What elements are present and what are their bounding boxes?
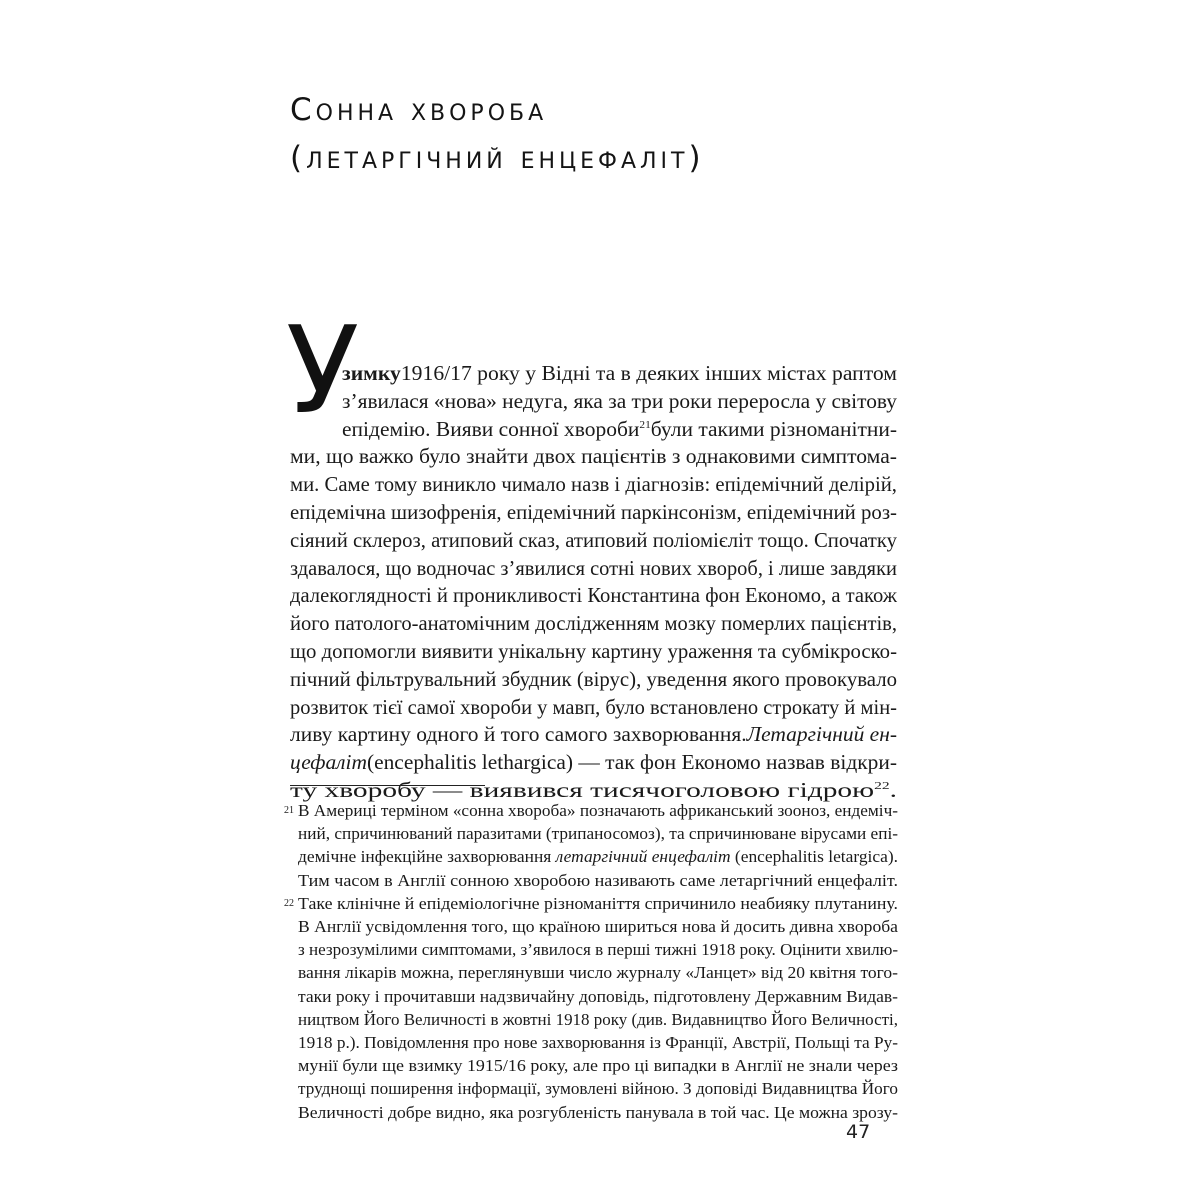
- body-text: ливу картину одного й того самого захворювання.: [290, 723, 747, 747]
- body-line: [290, 721, 907, 749]
- footnote-line: В Англії усвідомлення того, що країною шириться нова й досить дивна хвороба: [298, 917, 898, 936]
- footnote-line: мунії були ще взимку 1915/16 року, але про ці випадки в Англії не знали через: [298, 1056, 898, 1076]
- footnote-line: Таке клінічне й епідеміологічне різноманіття спричинило неабияку плутанину.: [298, 893, 898, 913]
- chapter-title-line-2: (летаргічний енцефаліт): [290, 140, 705, 176]
- footnote-line: Величності добре видно, яка розгубленість панувала в той час. Це можна зрозу-: [298, 1102, 898, 1122]
- footnote-line: ництвом Його Величності в жовтні 1918 року (див. Видавництво Його Величності,: [298, 1009, 898, 1029]
- body-line: [290, 666, 907, 694]
- body-text: сіяний склероз, атиповий сказ, атиповий поліомієліт тощо. Спочатку: [290, 528, 897, 552]
- body-text: (encephalitis lethargica) — так фон Економо назвав відкри-: [366, 751, 897, 775]
- body-text: що допомогли виявити унікальну картину ураження та субмікроско-: [290, 639, 897, 663]
- main-paragraph: [290, 360, 907, 805]
- body-text: ми, що важко було знайти двох пацієнтів з однаковими симптома-: [290, 445, 897, 469]
- footnote-line: вання лікарів можна, переглянувши число журналу «Ланцет» від 20 квітня того-: [298, 963, 898, 983]
- body-text: з’явилася «нова» недуга, яка за три роки переросла у світову: [342, 389, 897, 413]
- footnote-line: таки року і прочитавши надзвичайну доповідь, підготовлену Державним Видав-: [298, 986, 898, 1006]
- body-line: [290, 638, 907, 666]
- lead-in-word: зимку: [342, 362, 401, 385]
- footnote-mark-22: 22: [284, 897, 294, 909]
- body-line: [290, 582, 907, 610]
- body-line: [290, 471, 907, 499]
- body-line: [290, 610, 907, 638]
- body-text: епідемічна шизофренія, епідемічний паркінсонізм, епідемічний роз-: [290, 500, 897, 524]
- body-text: ми. Саме тому виникло чимало назв і діагнозів: епідемічний делірій,: [290, 473, 897, 497]
- footnote-line: Тим часом в Англії сонною хворобою називають саме летаргічний енцефаліт.: [298, 870, 898, 890]
- body-line: [342, 360, 907, 388]
- footnote-line: труднощі поширення інформації, зумовлені війною. З доповіді Видавництва Його: [298, 1079, 898, 1099]
- body-text: здавалося, що водночас з’явилися сотні нових хвороб, і лише завдяки: [290, 556, 897, 580]
- body-text: ту хворобу — виявився тисячоголовою гідрою: [290, 778, 875, 802]
- footnote-line: з незрозумілими симптомами, з’явилося в перші тижні 1918 року. Оцінити хвилю-: [298, 940, 898, 960]
- footnote-line: ний, спричинюваний паразитами (трипаносомоз), та спричинюване вірусами епі-: [298, 824, 898, 844]
- body-line: [290, 749, 907, 777]
- footnote-text: (encephalitis letargica).: [730, 847, 898, 867]
- body-line: [290, 527, 907, 555]
- footnote-text: демічне інфекційне захворювання: [298, 847, 556, 867]
- body-line: [342, 416, 907, 444]
- body-text: пічний фільтрувальний збудник (вірус), уведення якого провокувало: [290, 667, 897, 691]
- body-text: розвиток тієї самої хвороби у мавп, було встановлено строкату й мін-: [290, 695, 897, 719]
- body-text: були такими різноманітни-: [650, 417, 897, 441]
- footnote-ref-22[interactable]: 22: [874, 779, 890, 792]
- body-text: епідемію. Вияви сонної хвороби: [342, 417, 640, 441]
- body-line: [342, 388, 907, 416]
- body-line: [290, 694, 907, 722]
- footnote-line: 1918 р.). Повідомлення про нове захворювання із Франції, Австрії, Польщі та Ру-: [298, 1033, 898, 1052]
- body-text: .: [889, 778, 897, 802]
- page-number: 47: [846, 1121, 871, 1143]
- footnote-line: В Америці терміном «сонна хвороба» позначають африканський зооноз, ендеміч-: [298, 801, 899, 820]
- italic-term: Летаргічний ен-: [746, 723, 897, 747]
- body-text: його патолого-анатомічним дослідженням мозку померлих пацієнтів,: [290, 612, 897, 636]
- body-text: далекоглядності й проникливості Константина фон Економо, а також: [290, 584, 897, 608]
- body-line: [290, 499, 907, 527]
- footnote-italic: летаргічний енцефаліт: [555, 847, 731, 867]
- chapter-title: [290, 86, 930, 182]
- body-line: [290, 555, 907, 583]
- footnote-mark-21: 21: [284, 805, 294, 816]
- italic-term: цефаліт: [290, 751, 367, 775]
- drop-cap: У: [286, 302, 360, 441]
- footnote-divider: [290, 785, 485, 786]
- chapter-title-line-1: Сонна хвороба: [290, 92, 548, 128]
- footnote-ref-21[interactable]: 21: [639, 418, 651, 431]
- body-line: [290, 443, 907, 471]
- body-text: 1916/17 року у Відні та в деяких інших містах раптом: [400, 362, 897, 385]
- footnote-line: [298, 845, 898, 868]
